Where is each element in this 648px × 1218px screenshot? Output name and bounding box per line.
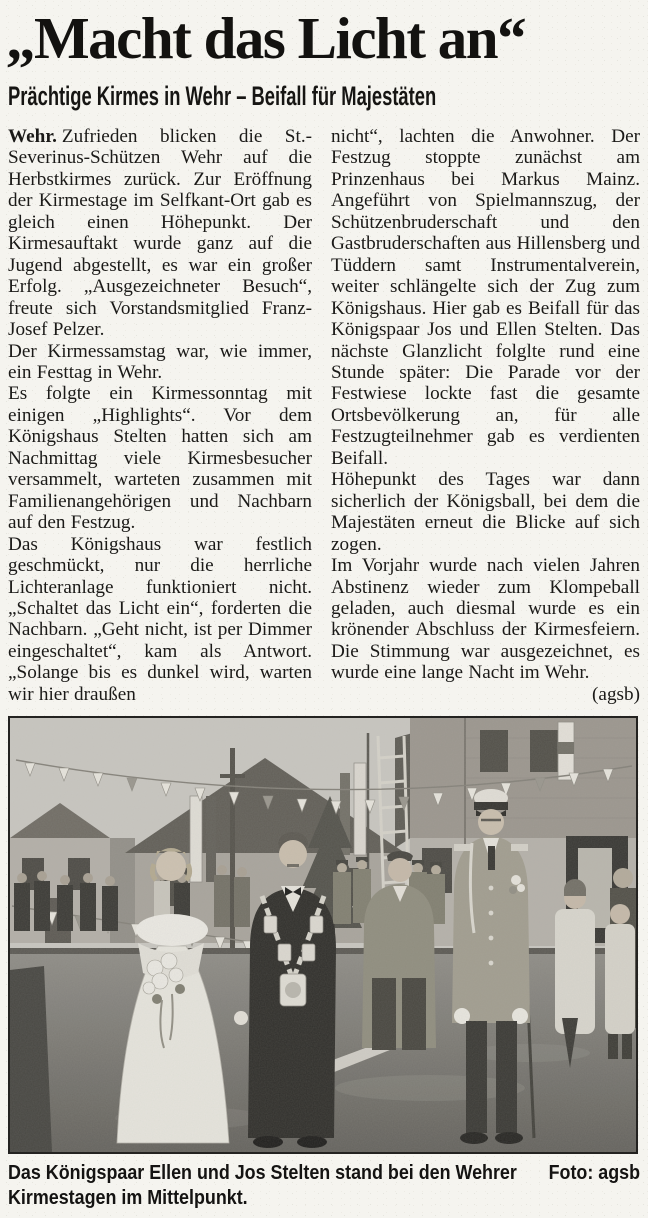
headline: „Macht das Licht an“ — [6, 5, 526, 71]
paragraph-text: Im Vorjahr wurde nach vielen Jahren Abstinenz wieder zum Klompeball geladen, auch diesmal wurde es ein krönender Abschluss der Kirmesfeiern. Die Stimmung war ausgezeichnet, es wurde eine lange Nacht im Wehr. — [331, 555, 640, 684]
photo-credit: Foto: agsb — [548, 1161, 641, 1184]
subheadline: Prächtige Kirmes in Wehr – Beifall für Majestäten — [8, 81, 437, 111]
paragraph: nicht“, lachten die Anwohner. Der Festzug stoppte zunächst am Prinzenhaus bei Markus Mainz. Angeführt von Spielmannszug, der Schützenbruderschaft und den Gastbruderschaften aus Hillensberg und Tüddern samt Instrumentalverein, weiter schlängelte sich der Zug zum Königshaus. Hier gab es Beifall für das Königspaar Jos und Ellen Stelten. Das nächste Glanzlicht folglte rund eine Stunde später: Die Parade vor der Festwiese lockte fast die gesamte Ortsbevölkerung an, für alle Festzugteilnehmer gab es verdienten Beifall. — [331, 126, 640, 469]
paragraph — [331, 555, 640, 705]
paragraph — [8, 126, 312, 341]
paragraph: Der Kirmessamstag war, wie immer, ein Festtag in Wehr. — [8, 340, 312, 383]
photo-caption-text: Das Königspaar Ellen und Jos Stelten stand bei den Wehrer Kirmestagen im Mittelpunkt. — [8, 1161, 517, 1209]
author-byline: (agsb) — [592, 683, 640, 705]
column-left — [8, 126, 312, 712]
column-right — [331, 126, 640, 712]
photo-caption — [8, 1160, 640, 1210]
paragraph: Höhepunkt des Tages war dann sicherlich der Königsball, bei dem die Majestäten erneut die Blicke auf sich zogen. — [331, 469, 640, 555]
paragraph-text: Zufrieden blicken die St.-Severinus-Schützen Wehr auf die Herbstkirmes zurück. Zur Eröffnung der Kirmestage im Selfkant-Ort gab es gleich einen Höhepunkt. Der Kirmesauftakt wurde ganz auf die Jugend abgestellt, es war ein großer Erfolg. „Ausgezeichneter Besuch“, freute sich Vorstandsmitglied Franz-Josef Pelzer. — [8, 126, 312, 341]
paragraph: Das Königshaus war festlich geschmückt, nur die herrliche Lichteranlage funktioniert nicht. „Schaltet das Licht ein“, forderten die Nachbarn. „Geht nicht, ist per Dimmer eingeschaltet“, kam als Antwort. „Solange bis es dunkel wird, warten wir hier draußen — [8, 533, 312, 705]
paragraph: Es folgte ein Kirmessonntag mit einigen „Highlights“. Vor dem Königshaus Stelten hatten sich am Nachmittag viele Kirmesbesucher versammelt, warteten zusammen mit Familienangehörigen und Nachbarn auf den Festzug. — [8, 383, 312, 534]
article-body — [8, 126, 640, 712]
dateline-lead: Wehr. — [8, 126, 57, 147]
photo-illustration — [10, 718, 636, 1152]
photo — [8, 716, 638, 1154]
